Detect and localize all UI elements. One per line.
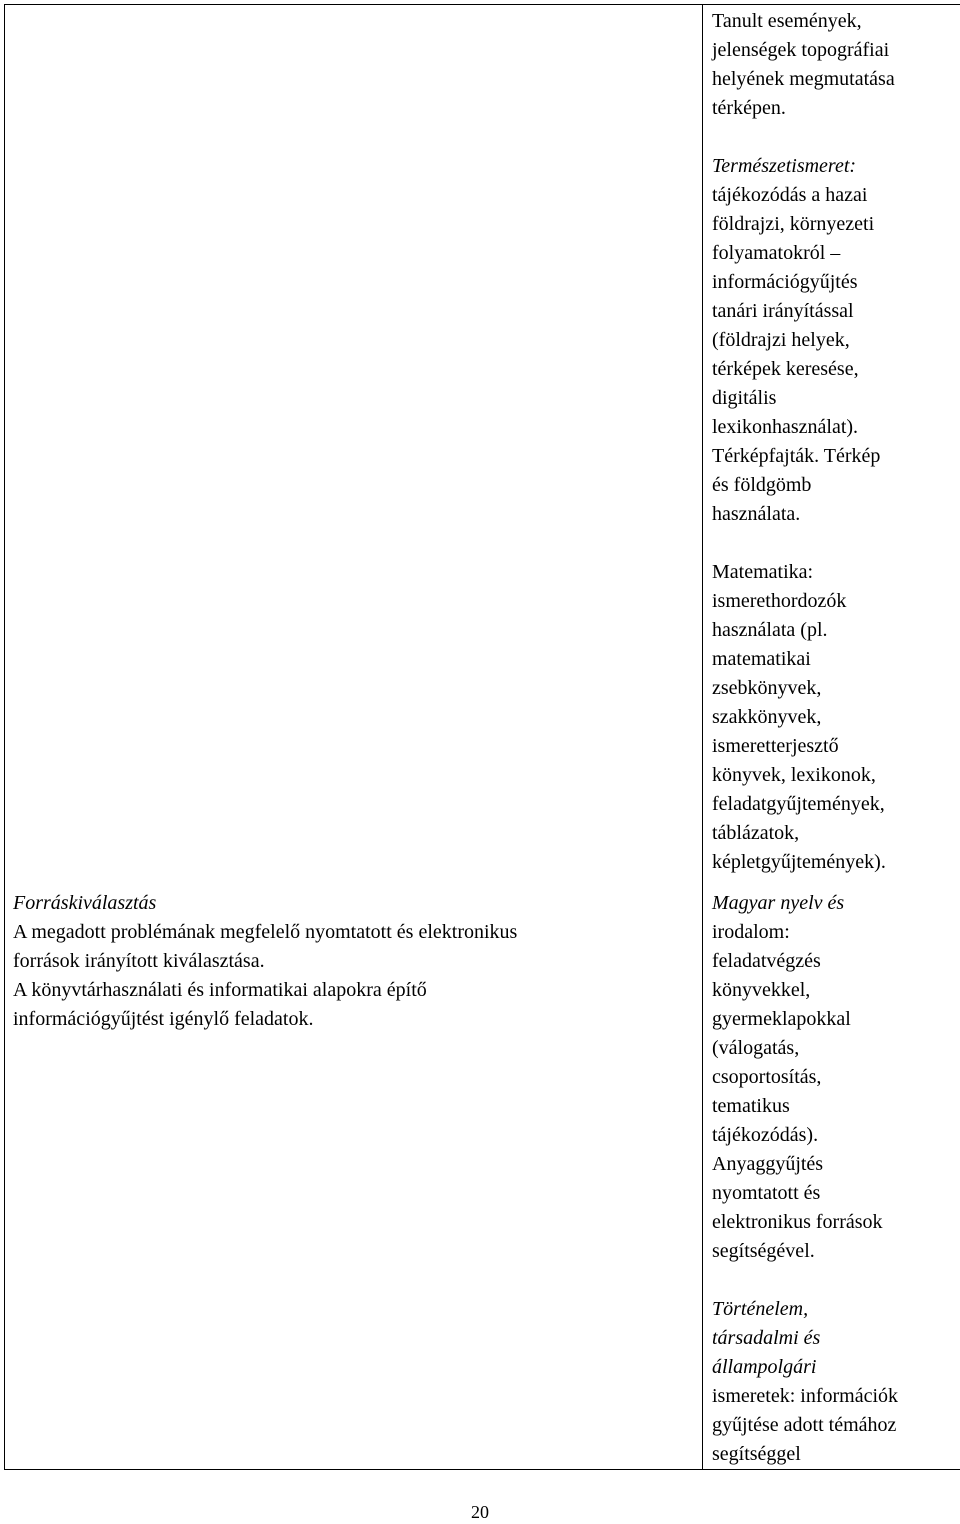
text-line: A könyvtárhasználati és informatikai alapokra építő xyxy=(13,976,696,1005)
right-cell-content xyxy=(703,5,960,1469)
text-line: szakkönyvek, xyxy=(712,703,956,732)
text-line: ismerethordozók xyxy=(712,587,956,616)
subject-label: Történelem, xyxy=(712,1295,956,1324)
text-line: információgyűjtés xyxy=(712,268,956,297)
text-line: segítségével. xyxy=(712,1237,956,1266)
text-line: Térképfajták. Térkép xyxy=(712,442,956,471)
section-heading: Forráskiválasztás xyxy=(13,889,696,918)
text-line: és földgömb xyxy=(712,471,956,500)
block-history xyxy=(712,1295,956,1469)
text-line: tájékozódás). xyxy=(712,1121,956,1150)
text-line: tájékozódás a hazai xyxy=(712,181,956,210)
text-line: használata (pl. xyxy=(712,616,956,645)
text-line: térképek keresése, xyxy=(712,355,956,384)
text-line: feladatvégzés xyxy=(712,947,956,976)
text-line: tanári irányítással xyxy=(712,297,956,326)
text-line: használata. xyxy=(712,500,956,529)
text-line: ismeretterjesztő xyxy=(712,732,956,761)
text-line: nyomtatott és xyxy=(712,1179,956,1208)
subject-label: Magyar nyelv és xyxy=(712,889,956,918)
text-line: segítséggel xyxy=(712,1440,956,1469)
text-line: folyamatokról – xyxy=(712,239,956,268)
text-line: ismeretek: információk xyxy=(712,1382,956,1411)
text-line: (földrajzi helyek, xyxy=(712,326,956,355)
text-line: elektronikus források xyxy=(712,1208,956,1237)
text-line: térképen. xyxy=(712,94,956,123)
block-mathematics xyxy=(712,558,956,877)
text-line: gyűjtése adott témához xyxy=(712,1411,956,1440)
block-hungarian xyxy=(712,889,956,1266)
page-number: 20 xyxy=(0,1500,960,1524)
subject-label: állampolgári xyxy=(712,1353,956,1382)
text-line: gyermeklapokkal xyxy=(712,1005,956,1034)
block-natural-science xyxy=(712,152,956,529)
text-line: matematikai xyxy=(712,645,956,674)
text-line: információgyűjtést igénylő feladatok. xyxy=(13,1005,696,1034)
curriculum-table xyxy=(4,4,960,1470)
subject-label: Természetismeret: xyxy=(712,152,956,181)
text-line: földrajzi, környezeti xyxy=(712,210,956,239)
text-line: feladatgyűjtemények, xyxy=(712,790,956,819)
text-line: könyvekkel, xyxy=(712,976,956,1005)
text-line: források irányított kiválasztása. xyxy=(13,947,696,976)
text-line: táblázatok, xyxy=(712,819,956,848)
text-line: A megadott problémának megfelelő nyomtatott és elektronikus xyxy=(13,918,696,947)
text-line: lexikonhasználat). xyxy=(712,413,956,442)
text-line: könyvek, lexikonok, xyxy=(712,761,956,790)
text-line: jelenségek topográfiai xyxy=(712,36,956,65)
left-cell-content xyxy=(5,5,702,1034)
subject-label: Matematika: xyxy=(712,558,956,587)
text-line: helyének megmutatása xyxy=(712,65,956,94)
text-line: irodalom: xyxy=(712,918,956,947)
left-cell xyxy=(5,5,703,1470)
text-line: csoportosítás, xyxy=(712,1063,956,1092)
text-line: zsebkönyvek, xyxy=(712,674,956,703)
table-row xyxy=(5,5,960,1470)
text-line: (válogatás, xyxy=(712,1034,956,1063)
right-cell xyxy=(703,5,960,1470)
block-topography xyxy=(712,7,956,123)
text-line: digitális xyxy=(712,384,956,413)
subject-label: társadalmi és xyxy=(712,1324,956,1353)
text-line: képletgyűjtemények). xyxy=(712,848,956,877)
text-line: Tanult események, xyxy=(712,7,956,36)
text-line: Anyaggyűjtés xyxy=(712,1150,956,1179)
text-line: tematikus xyxy=(712,1092,956,1121)
